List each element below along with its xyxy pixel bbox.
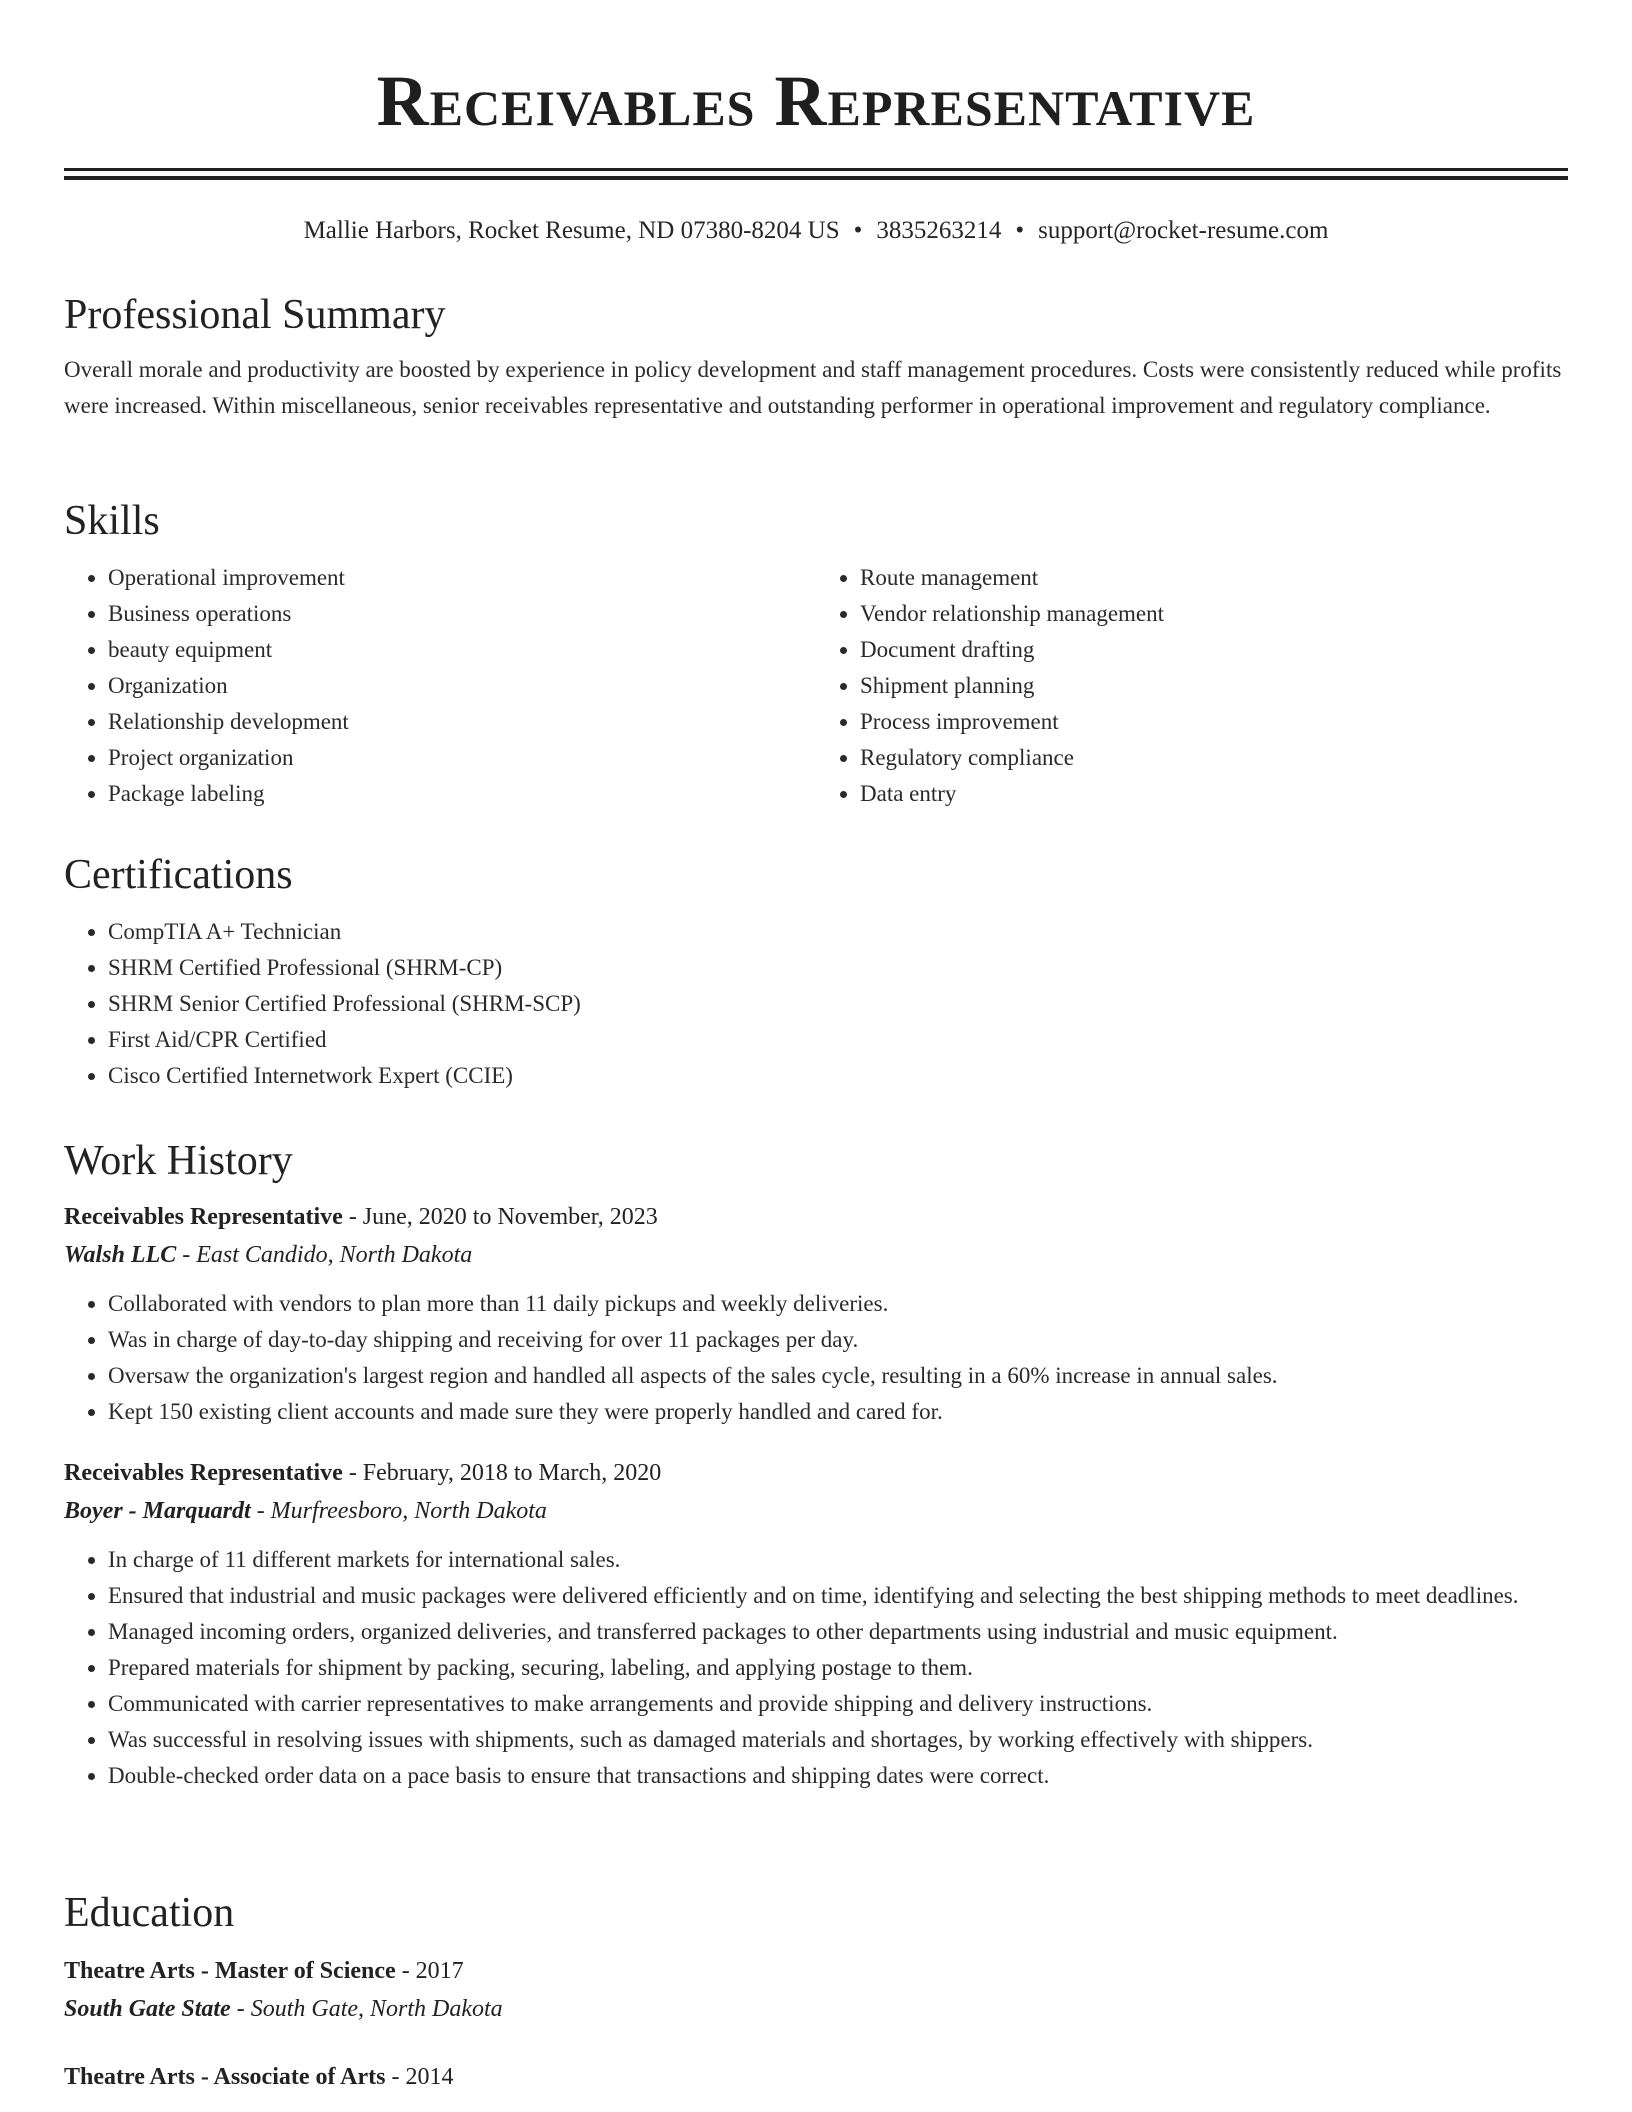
job-bullet: • Double-checked order data on a pace basis to ensure that transactions and shipping dates were correct.	[108, 1758, 1568, 1794]
education-school-line	[64, 1990, 1568, 2028]
work-history-section	[64, 1136, 1568, 1794]
skill-item: • Business operations	[108, 596, 816, 632]
certification-item: • First Aid/CPR Certified	[108, 1022, 1568, 1058]
job-location: - East Candido, North Dakota	[176, 1242, 473, 1268]
resume-title: Receivables Representative	[376, 61, 1256, 141]
certification-item: • SHRM Certified Professional (SHRM-CP)	[108, 950, 1568, 986]
job-bullet: • Managed incoming orders, organized deliveries, and transferred packages to other departments using industrial and music equipment.	[108, 1614, 1568, 1650]
contact-phone: 3835263214	[876, 217, 1002, 244]
education-location: - South Gate, North Dakota	[230, 1996, 503, 2022]
job-bullet: • Communicated with carrier representatives to make arrangements and provide shipping and delivery instructions.	[108, 1686, 1568, 1722]
skills-list-right	[816, 560, 1568, 812]
certification-item: • SHRM Senior Certified Professional (SHRM-SCP)	[108, 986, 1568, 1022]
job-bullet: • Prepared materials for shipment by packing, securing, labeling, and applying postage to them.	[108, 1650, 1568, 1686]
education-year: - 2014	[385, 2064, 454, 2090]
skills-section	[64, 496, 1568, 812]
skill-item: • Operational improvement	[108, 560, 816, 596]
summary-heading: Professional Summary	[64, 292, 446, 338]
title-divider	[64, 168, 1568, 180]
skill-item: • Organization	[108, 668, 816, 704]
education-section	[64, 1888, 1568, 2096]
job-bullet: • Oversaw the organization's largest region and handled all aspects of the sales cycle, resulting in a 60% increase in annual sales.	[108, 1358, 1568, 1394]
skill-item: • beauty equipment	[108, 632, 816, 668]
certifications-heading: Certifications	[64, 852, 293, 898]
certification-item: • Cisco Certified Internetwork Expert (CCIE)	[108, 1058, 1568, 1094]
skill-item: • Data entry	[860, 776, 1568, 812]
education-degree-line	[64, 1952, 1568, 1990]
certifications-section	[64, 850, 1568, 1094]
job-title: Receivables Representative	[64, 1460, 343, 1486]
skill-item: • Regulatory compliance	[860, 740, 1568, 776]
summary-section	[64, 290, 1568, 424]
certification-item: • CompTIA A+ Technician	[108, 914, 1568, 950]
skills-list-left	[64, 560, 816, 812]
work-history-heading: Work History	[64, 1138, 293, 1184]
job-company: Walsh LLC	[64, 1242, 177, 1268]
job-bullet: • In charge of 11 different markets for international sales.	[108, 1542, 1568, 1578]
skill-item: • Route management	[860, 560, 1568, 596]
job-entry	[64, 1198, 1568, 1430]
job-bullets	[64, 1286, 1568, 1430]
contact-separator: •	[1015, 217, 1025, 244]
contact-line	[64, 214, 1568, 248]
job-company: Boyer - Marquardt	[64, 1498, 251, 1524]
skill-item: • Document drafting	[860, 632, 1568, 668]
skill-item: • Project organization	[108, 740, 816, 776]
education-degree-line	[64, 2058, 1568, 2096]
job-location: - Murfreesboro, North Dakota	[250, 1498, 547, 1524]
job-bullet: • Ensured that industrial and music packages were delivered efficiently and on time, identifying and selecting the best shipping methods to meet deadlines.	[108, 1578, 1568, 1614]
job-dates: - June, 2020 to November, 2023	[342, 1204, 658, 1230]
job-entry	[64, 1454, 1568, 1794]
summary-text: Overall morale and productivity are boosted by experience in policy development and staff management procedures. Costs were consistently reduced while profits were increased. Within miscellaneous, senior receivables representative and outstanding performer in operational improvement and regulatory compliance.	[64, 357, 1562, 418]
job-title-line	[64, 1454, 1568, 1492]
contact-address: Mallie Harbors, Rocket Resume, ND 07380-8204 US	[303, 217, 840, 244]
education-degree: Theatre Arts - Associate of Arts	[64, 2064, 386, 2090]
education-heading: Education	[64, 1890, 235, 1936]
job-bullet: • Collaborated with vendors to plan more than 11 daily pickups and weekly deliveries.	[108, 1286, 1568, 1322]
job-bullet: • Was in charge of day-to-day shipping and receiving for over 11 packages per day.	[108, 1322, 1568, 1358]
job-bullet: • Was successful in resolving issues with shipments, such as damaged materials and shortages, by working effectively with shippers.	[108, 1722, 1568, 1758]
job-bullet: • Kept 150 existing client accounts and made sure they were properly handled and cared for.	[108, 1394, 1568, 1430]
skills-heading: Skills	[64, 498, 160, 544]
contact-email[interactable]: support@rocket-resume.com	[1038, 217, 1329, 244]
certifications-list	[64, 914, 1568, 1094]
job-company-line	[64, 1236, 1568, 1274]
skill-item: • Process improvement	[860, 704, 1568, 740]
skill-item: • Vendor relationship management	[860, 596, 1568, 632]
job-dates: - February, 2018 to March, 2020	[342, 1460, 662, 1486]
job-bullets	[64, 1542, 1568, 1794]
skill-item: • Package labeling	[108, 776, 816, 812]
skills-columns	[64, 560, 1568, 812]
skill-item: • Relationship development	[108, 704, 816, 740]
job-company-line	[64, 1492, 1568, 1530]
job-title-line	[64, 1198, 1568, 1236]
education-school: South Gate State	[64, 1996, 231, 2022]
education-year: - 2017	[395, 1958, 464, 1984]
contact-separator: •	[853, 217, 863, 244]
education-degree: Theatre Arts - Master of Science	[64, 1958, 396, 1984]
job-title: Receivables Representative	[64, 1204, 343, 1230]
skill-item: • Shipment planning	[860, 668, 1568, 704]
